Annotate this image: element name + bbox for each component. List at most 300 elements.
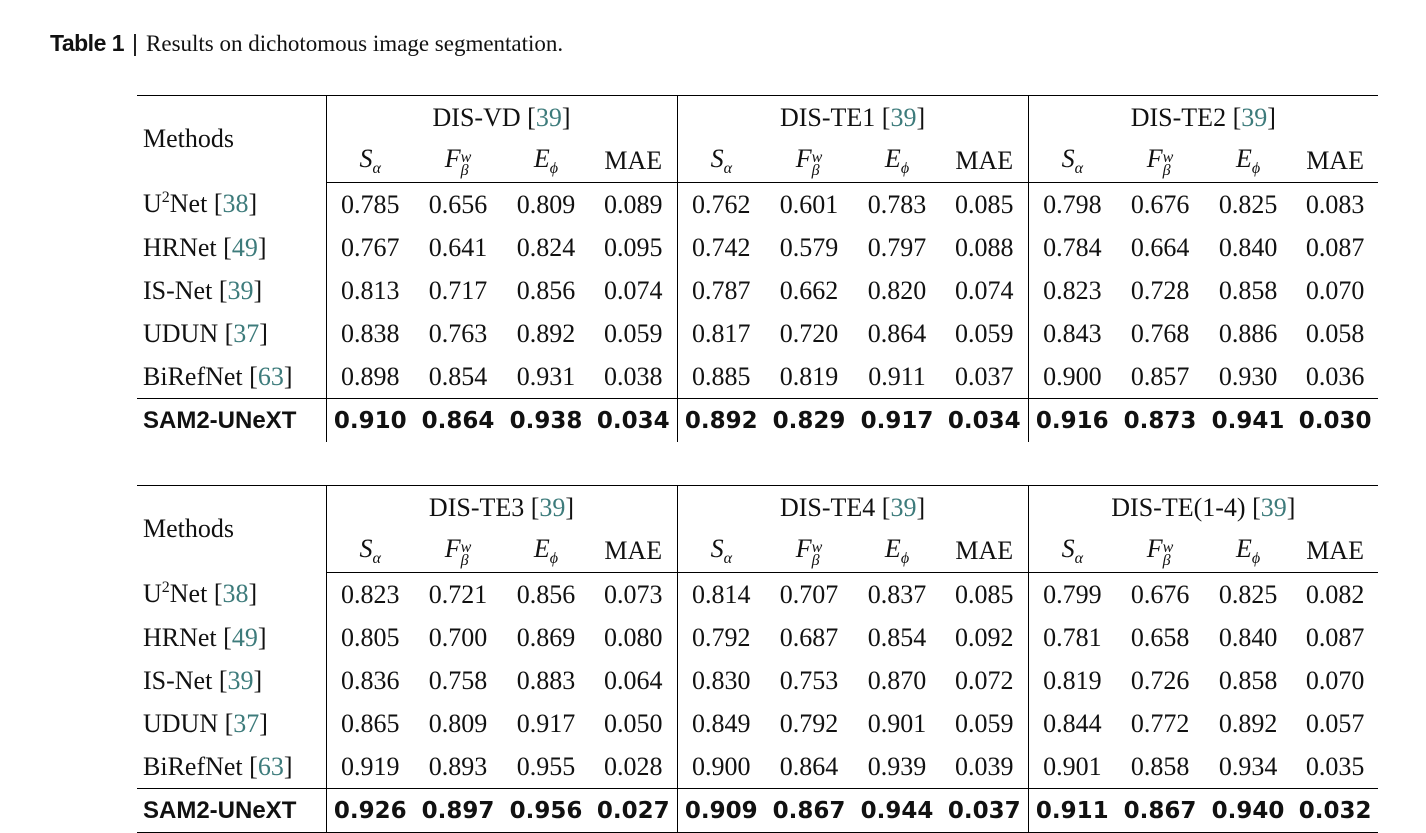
method-superscript: 2 xyxy=(161,189,170,207)
value-cell: 0.865 xyxy=(326,702,414,745)
value-cell: 0.074 xyxy=(604,275,663,305)
citation-link[interactable]: 63 xyxy=(257,751,284,781)
best-result-row xyxy=(137,399,1378,443)
best-value-cell: 0.910 xyxy=(326,399,414,443)
value-cell: 0.898 xyxy=(326,355,414,399)
metric-symbol: F xyxy=(795,144,812,173)
metric-symbol: S xyxy=(710,143,724,173)
results-table-body xyxy=(137,96,1378,833)
metric-header xyxy=(1028,529,1116,573)
block-divider-cell xyxy=(137,442,1378,486)
dataset-name: DIS-TE1 xyxy=(779,102,876,132)
value-cell: 0.830 xyxy=(677,659,765,702)
best-value-cell: 0.829 xyxy=(765,399,853,443)
best-value-cell: 0.944 xyxy=(853,789,941,833)
value-cell: 0.792 xyxy=(779,708,839,738)
best-value-cell: 0.034 xyxy=(941,399,1028,443)
value-cell: 0.840 xyxy=(1218,622,1278,652)
best-value-cell: 0.034 xyxy=(590,399,677,443)
value-cell: 0.869 xyxy=(516,622,576,652)
metric-header xyxy=(677,139,765,183)
value-cell: 0.844 xyxy=(1028,702,1116,745)
value-cell: 0.819 xyxy=(1028,659,1116,702)
table-row xyxy=(137,573,1378,617)
value-cell: 0.892 xyxy=(1218,708,1278,738)
table-caption xyxy=(50,30,563,57)
value-cell: 0.758 xyxy=(428,665,488,695)
value-cell: 0.805 xyxy=(326,616,414,659)
metric-symbol: MAE xyxy=(955,535,1014,565)
value-cell: 0.092 xyxy=(955,622,1014,652)
value-cell: 0.917 xyxy=(516,708,576,738)
metric-subscript: ϕ xyxy=(900,159,910,177)
metric-subscript: α xyxy=(372,549,381,567)
metric-sup-sub xyxy=(812,151,823,177)
value-cell: 0.787 xyxy=(677,269,765,312)
method-name: IS-Net xyxy=(143,275,213,305)
method-name: UDUN xyxy=(143,708,219,738)
best-result-row xyxy=(137,789,1378,833)
value-cell: 0.720 xyxy=(779,318,839,348)
method-superscript: 2 xyxy=(161,579,170,597)
method-name-rest: Net xyxy=(169,579,208,609)
metric-superscript: w xyxy=(460,149,472,166)
value-cell: 0.717 xyxy=(428,275,488,305)
methods-header: Methods xyxy=(143,514,234,544)
method-name-cell: HRNet [49] xyxy=(143,232,267,262)
value-cell: 0.825 xyxy=(1218,189,1278,219)
method-name: U xyxy=(143,189,162,219)
value-cell: 0.070 xyxy=(1305,665,1365,695)
metric-symbol: E xyxy=(884,143,901,173)
dataset-header: DIS-TE1 [39] xyxy=(677,96,1028,140)
value-cell: 0.700 xyxy=(428,622,488,652)
value-cell: 0.082 xyxy=(1305,579,1365,609)
value-cell: 0.050 xyxy=(604,708,663,738)
value-cell: 0.641 xyxy=(428,232,488,262)
block-divider xyxy=(137,442,1378,486)
value-cell: 0.864 xyxy=(779,751,839,781)
value-cell: 0.772 xyxy=(1130,708,1190,738)
best-value-cell: 0.909 xyxy=(677,789,765,833)
table-row xyxy=(137,355,1378,399)
best-value-cell: 0.027 xyxy=(590,789,677,833)
citation-link[interactable]: 39 xyxy=(1260,492,1287,522)
metric-header xyxy=(1028,139,1116,183)
value-cell: 0.074 xyxy=(955,275,1014,305)
citation-link[interactable]: 63 xyxy=(257,361,284,391)
value-cell: 0.823 xyxy=(1028,269,1116,312)
value-cell: 0.080 xyxy=(604,622,663,652)
metric-header xyxy=(853,139,941,183)
metric-subscript: α xyxy=(1074,549,1084,567)
value-cell: 0.785 xyxy=(326,183,414,227)
metric-symbol: S xyxy=(710,533,724,563)
method-name-cell: $U^2Net$ [38] xyxy=(143,579,258,609)
value-cell: 0.911 xyxy=(868,361,926,391)
value-cell: 0.721 xyxy=(428,579,488,609)
citation-link[interactable]: 49 xyxy=(231,622,258,652)
best-value-cell: 0.911 xyxy=(1028,789,1116,833)
method-name: U xyxy=(143,579,162,609)
metric-symbol: MAE xyxy=(1306,145,1364,175)
dataset-name: DIS-TE2 xyxy=(1130,102,1227,132)
method-name-cell: IS-Net [39] xyxy=(143,665,263,695)
metric-superscript: w xyxy=(1162,539,1174,556)
value-cell: 0.768 xyxy=(1130,318,1190,348)
citation-link[interactable]: 39 xyxy=(227,665,254,695)
value-cell: 0.038 xyxy=(604,361,663,391)
best-value-cell: 0.897 xyxy=(414,789,502,833)
metric-subscript: ϕ xyxy=(900,549,910,567)
value-cell: 0.662 xyxy=(779,275,839,305)
value-cell: 0.864 xyxy=(867,318,927,348)
metric-symbol: F xyxy=(1146,144,1163,173)
value-cell: 0.857 xyxy=(1130,361,1190,391)
value-cell: 0.783 xyxy=(867,189,927,219)
metric-symbol: S xyxy=(359,533,373,563)
metric-subscript: ϕ xyxy=(1251,159,1261,177)
metric-symbol: E xyxy=(533,143,550,173)
value-cell: 0.886 xyxy=(1218,318,1278,348)
citation-link[interactable]: 39 xyxy=(227,275,254,305)
metric-subscript: α xyxy=(372,159,381,177)
dataset-header: DIS-TE3 [39] xyxy=(326,486,677,530)
method-name: BiRefNet xyxy=(143,361,243,391)
metric-header xyxy=(941,139,1028,183)
value-cell: 0.797 xyxy=(867,232,927,262)
metric-subscript: α xyxy=(1074,159,1084,177)
value-cell: 0.883 xyxy=(516,665,576,695)
dataset-header: DIS-TE(1-4) [39] xyxy=(1028,486,1378,530)
metric-subscript: ϕ xyxy=(1251,549,1261,567)
citation-link[interactable]: 39 xyxy=(539,492,566,522)
value-cell: 0.854 xyxy=(867,622,927,652)
best-value-cell: 0.956 xyxy=(502,789,590,833)
metric-symbol: F xyxy=(1146,534,1163,563)
value-cell: 0.085 xyxy=(955,189,1014,219)
value-cell: 0.035 xyxy=(1305,751,1365,781)
table-row xyxy=(137,702,1378,745)
value-cell: 0.781 xyxy=(1028,616,1116,659)
value-cell: 0.854 xyxy=(428,361,488,391)
value-cell: 0.792 xyxy=(677,616,765,659)
value-cell: 0.707 xyxy=(779,579,839,609)
value-cell: 0.939 xyxy=(867,751,927,781)
value-cell: 0.856 xyxy=(516,579,576,609)
metric-sup-sub xyxy=(461,541,472,567)
metric-header xyxy=(414,529,502,573)
value-cell: 0.931 xyxy=(516,361,576,391)
citation-link[interactable]: 39 xyxy=(535,102,562,132)
table-label: Table 1 xyxy=(50,30,125,56)
metric-subscript: β xyxy=(1162,162,1171,179)
methods-header: Methods xyxy=(137,96,326,183)
metric-subscript: β xyxy=(1162,552,1171,569)
metric-sup-sub xyxy=(1163,151,1174,177)
metric-header xyxy=(1116,529,1204,573)
citation-link[interactable]: 37 xyxy=(233,708,260,738)
value-cell: 0.087 xyxy=(1305,622,1365,652)
metric-symbol: S xyxy=(1061,143,1075,173)
metric-subscript: α xyxy=(723,549,732,567)
dataset-name: DIS-TE4 xyxy=(779,492,876,522)
value-cell: 0.900 xyxy=(1028,355,1116,399)
metric-subscript: β xyxy=(460,552,469,569)
metric-sup-sub xyxy=(812,541,823,567)
metric-symbol: MAE xyxy=(604,535,663,565)
metric-superscript: w xyxy=(1162,149,1174,166)
best-value-cell: 0.916 xyxy=(1028,399,1116,443)
value-cell: 0.763 xyxy=(428,318,488,348)
value-cell: 0.039 xyxy=(955,751,1014,781)
best-value-cell: 0.037 xyxy=(941,789,1028,833)
best-value-cell: 0.917 xyxy=(853,399,941,443)
value-cell: 0.836 xyxy=(326,659,414,702)
value-cell: 0.892 xyxy=(516,318,576,348)
value-cell: 0.955 xyxy=(516,751,576,781)
value-cell: 0.753 xyxy=(779,665,839,695)
metric-symbol: MAE xyxy=(1306,535,1364,565)
value-cell: 0.870 xyxy=(867,665,927,695)
method-name-rest: Net xyxy=(169,189,208,219)
table-row xyxy=(137,226,1378,269)
method-name-cell: $U^2Net$ [38] xyxy=(143,189,258,219)
value-cell: 0.037 xyxy=(955,361,1014,391)
value-cell: 0.825 xyxy=(1218,579,1278,609)
value-cell: 0.838 xyxy=(326,312,414,355)
dataset-header: DIS-TE4 [39] xyxy=(677,486,1028,530)
value-cell: 0.036 xyxy=(1305,361,1365,391)
value-cell: 0.849 xyxy=(677,702,765,745)
value-cell: 0.664 xyxy=(1130,232,1190,262)
method-name-cell: BiRefNet [63] xyxy=(143,751,293,781)
value-cell: 0.058 xyxy=(1305,318,1365,348)
dataset-header: DIS-TE2 [39] xyxy=(1028,96,1378,140)
best-value-cell: 0.926 xyxy=(326,789,414,833)
metric-subscript: ϕ xyxy=(549,549,559,567)
results-table xyxy=(137,95,1378,833)
value-cell: 0.817 xyxy=(677,312,765,355)
best-value-cell: 0.873 xyxy=(1116,399,1204,443)
best-value-cell: 0.940 xyxy=(1204,789,1292,833)
citation-link[interactable]: 38 xyxy=(222,579,249,609)
value-cell: 0.083 xyxy=(1305,189,1365,219)
value-cell: 0.893 xyxy=(428,751,488,781)
method-name-cell: BiRefNet [63] xyxy=(143,361,293,391)
value-cell: 0.814 xyxy=(677,573,765,617)
method-name: HRNet xyxy=(143,232,217,262)
table-row xyxy=(137,745,1378,789)
citation-link[interactable]: 39 xyxy=(890,102,917,132)
metric-header xyxy=(1204,529,1292,573)
metric-subscript: β xyxy=(460,162,469,179)
table-row xyxy=(137,183,1378,227)
value-cell: 0.919 xyxy=(326,745,414,789)
value-cell: 0.579 xyxy=(779,232,839,262)
value-cell: 0.656 xyxy=(428,189,488,219)
best-value-cell: 0.867 xyxy=(1116,789,1204,833)
metric-header xyxy=(1116,139,1204,183)
caption-text: Results on dichotomous image segmentation. xyxy=(146,31,564,56)
table-row xyxy=(137,616,1378,659)
value-cell: 0.820 xyxy=(867,275,927,305)
method-name-cell: UDUN [37] xyxy=(143,318,268,348)
value-cell: 0.843 xyxy=(1028,312,1116,355)
value-cell: 0.798 xyxy=(1028,183,1116,227)
best-value-cell: 0.941 xyxy=(1204,399,1292,443)
best-value-cell: 0.938 xyxy=(502,399,590,443)
value-cell: 0.726 xyxy=(1130,665,1190,695)
metric-symbol: F xyxy=(444,144,461,173)
metric-header xyxy=(502,529,590,573)
value-cell: 0.901 xyxy=(867,708,927,738)
best-value-cell: 0.864 xyxy=(414,399,502,443)
best-method-name: SAM2-UNeXT xyxy=(137,789,326,833)
metric-superscript: w xyxy=(811,539,823,556)
value-cell: 0.823 xyxy=(326,573,414,617)
value-cell: 0.059 xyxy=(955,318,1014,348)
value-cell: 0.059 xyxy=(604,318,663,348)
metric-subscript: ϕ xyxy=(549,159,559,177)
dataset-name: DIS-TE3 xyxy=(428,492,525,522)
value-cell: 0.809 xyxy=(516,189,576,219)
citation-link[interactable]: 37 xyxy=(233,318,260,348)
metric-header xyxy=(502,139,590,183)
value-cell: 0.885 xyxy=(677,355,765,399)
dataset-header-row xyxy=(137,96,1378,140)
citation-link[interactable]: 39 xyxy=(1241,102,1268,132)
value-cell: 0.858 xyxy=(1218,665,1278,695)
value-cell: 0.934 xyxy=(1218,751,1278,781)
value-cell: 0.856 xyxy=(516,275,576,305)
metric-symbol: MAE xyxy=(604,145,663,175)
value-cell: 0.837 xyxy=(867,579,927,609)
value-cell: 0.028 xyxy=(604,751,663,781)
metric-symbol: E xyxy=(533,533,550,563)
best-value-cell: 0.030 xyxy=(1292,399,1378,443)
value-cell: 0.799 xyxy=(1028,573,1116,617)
metric-header xyxy=(1292,139,1378,183)
dataset-header: DIS-VD [39] xyxy=(326,96,677,140)
metric-subscript: α xyxy=(723,159,732,177)
metric-header xyxy=(1292,529,1378,573)
value-cell: 0.809 xyxy=(428,708,488,738)
metric-superscript: w xyxy=(460,539,472,556)
method-name: BiRefNet xyxy=(143,751,243,781)
value-cell: 0.762 xyxy=(677,183,765,227)
metric-header xyxy=(765,139,853,183)
metric-symbol: F xyxy=(444,534,461,563)
metric-header xyxy=(941,529,1028,573)
value-cell: 0.784 xyxy=(1028,226,1116,269)
metric-symbol: S xyxy=(359,143,373,173)
metric-symbol: E xyxy=(1235,533,1252,563)
value-cell: 0.072 xyxy=(955,665,1014,695)
method-name: IS-Net xyxy=(143,665,213,695)
value-cell: 0.687 xyxy=(779,622,839,652)
metric-header xyxy=(326,139,414,183)
value-cell: 0.070 xyxy=(1305,275,1365,305)
value-cell: 0.840 xyxy=(1218,232,1278,262)
metric-header xyxy=(590,139,677,183)
method-name: UDUN xyxy=(143,318,219,348)
best-value-cell: 0.867 xyxy=(765,789,853,833)
citation-link[interactable]: 38 xyxy=(222,189,249,219)
value-cell: 0.742 xyxy=(677,226,765,269)
metric-header xyxy=(853,529,941,573)
metric-header xyxy=(590,529,677,573)
value-cell: 0.087 xyxy=(1305,232,1365,262)
value-cell: 0.824 xyxy=(516,232,576,262)
metric-header xyxy=(1204,139,1292,183)
value-cell: 0.819 xyxy=(779,361,839,391)
dataset-header-row xyxy=(137,486,1378,530)
metric-sup-sub xyxy=(1163,541,1174,567)
dataset-name: DIS-TE(1-4) xyxy=(1111,492,1246,522)
value-cell: 0.085 xyxy=(955,579,1014,609)
value-cell: 0.676 xyxy=(1130,579,1190,609)
value-cell: 0.088 xyxy=(955,232,1014,262)
value-cell: 0.089 xyxy=(604,189,663,219)
method-name-cell: IS-Net [39] xyxy=(143,275,263,305)
value-cell: 0.901 xyxy=(1028,745,1116,789)
dataset-name: DIS-VD xyxy=(432,102,521,132)
metric-subscript: β xyxy=(811,162,820,179)
value-cell: 0.728 xyxy=(1130,275,1190,305)
metric-subscript: β xyxy=(811,552,820,569)
value-cell: 0.658 xyxy=(1130,622,1190,652)
best-value-cell: 0.892 xyxy=(677,399,765,443)
citation-link[interactable]: 49 xyxy=(231,232,258,262)
metric-symbol: E xyxy=(1235,143,1252,173)
metric-symbol: MAE xyxy=(955,145,1014,175)
table-row xyxy=(137,659,1378,702)
best-method-name: SAM2-UNeXT xyxy=(137,399,326,443)
metric-header xyxy=(677,529,765,573)
value-cell: 0.813 xyxy=(326,269,414,312)
value-cell: 0.095 xyxy=(604,232,663,262)
metric-header xyxy=(414,139,502,183)
value-cell: 0.767 xyxy=(326,226,414,269)
value-cell: 0.858 xyxy=(1130,751,1190,781)
citation-link[interactable]: 39 xyxy=(890,492,917,522)
value-cell: 0.059 xyxy=(955,708,1014,738)
metric-symbol: E xyxy=(884,533,901,563)
caption-separator: | xyxy=(132,30,139,56)
method-name-cell: UDUN [37] xyxy=(143,708,268,738)
table-row xyxy=(137,312,1378,355)
metric-symbol: S xyxy=(1061,533,1075,563)
value-cell: 0.064 xyxy=(604,665,663,695)
value-cell: 0.858 xyxy=(1218,275,1278,305)
method-name: HRNet xyxy=(143,622,217,652)
metric-symbol: F xyxy=(795,534,812,563)
metric-superscript: w xyxy=(811,149,823,166)
value-cell: 0.900 xyxy=(677,745,765,789)
best-value-cell: 0.032 xyxy=(1292,789,1378,833)
value-cell: 0.057 xyxy=(1305,708,1365,738)
metric-sup-sub xyxy=(461,151,472,177)
value-cell: 0.676 xyxy=(1130,189,1190,219)
value-cell: 0.930 xyxy=(1218,361,1278,391)
table-row xyxy=(137,269,1378,312)
metric-header xyxy=(326,529,414,573)
value-cell: 0.073 xyxy=(604,579,663,609)
metric-header xyxy=(765,529,853,573)
value-cell: 0.601 xyxy=(779,189,839,219)
method-name-cell: HRNet [49] xyxy=(143,622,267,652)
